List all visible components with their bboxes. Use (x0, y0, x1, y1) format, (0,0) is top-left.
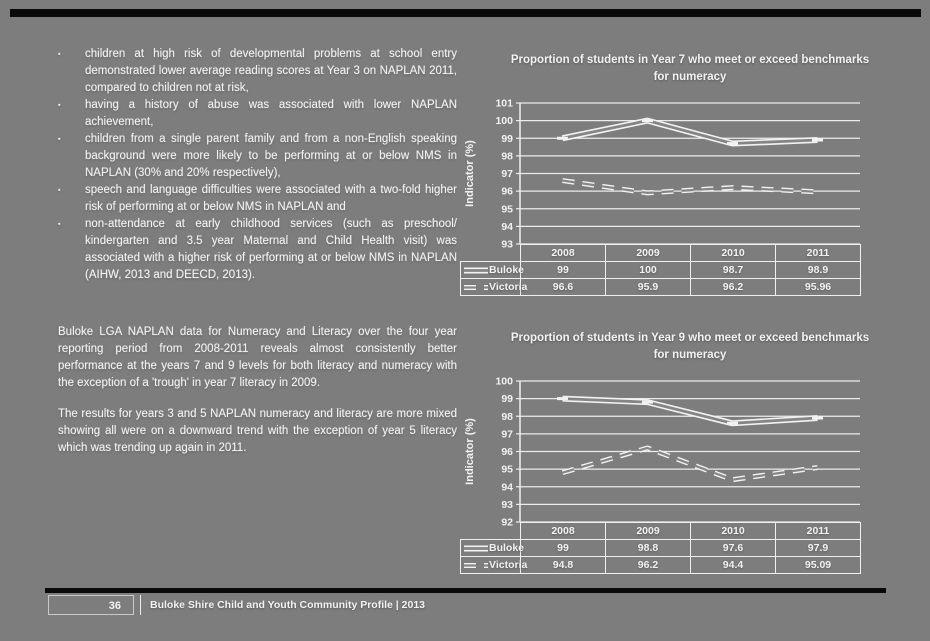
value-cell: 97.9 (776, 540, 861, 557)
value-cell: 94.8 (521, 557, 606, 574)
y-tick-label: 96 (501, 446, 513, 458)
bullet-text: children from a single parent family and from a non-English speaking background were more likely to be performing at or below NMS in NAPLAN (30% and 20% respectively), (85, 133, 457, 179)
value-cell: 97.6 (691, 540, 776, 557)
bullet-marker-icon: ▪ (58, 51, 61, 58)
value-cell: 96.2 (606, 557, 691, 574)
year-header-cell: 2009 (606, 523, 691, 540)
footer-document-title: Buloke Shire Child and Youth Community Profile | 2013 (140, 595, 425, 615)
bullet-item (58, 46, 457, 97)
y-axis-title: Indicator (%) (464, 418, 476, 485)
legend-line-icon (463, 283, 489, 292)
bullet-marker-icon: ▪ (58, 221, 61, 228)
y-tick-label: 94 (501, 220, 513, 233)
series-row (461, 279, 861, 296)
buloke-marker (642, 119, 653, 122)
y-tick-label: 99 (501, 132, 513, 145)
year-header-cell: 2010 (691, 245, 776, 262)
page-number-box (48, 595, 134, 615)
y-tick-label: 93 (501, 238, 513, 251)
y-tick-label: 93 (501, 498, 513, 511)
table-corner (461, 523, 521, 540)
y-tick-label: 97 (501, 428, 513, 441)
paragraph-buloke-naplan: Buloke LGA NAPLAN data for Numeracy and Literacy over the four year reporting period from 2008-2011 reveals almost consistently better performance at the years 7 and 9 levels for both literacy and numeracy with the exception of a 'trough' in year 7 literacy in 2009. (58, 326, 457, 389)
buloke-marker (727, 142, 738, 145)
buloke-marker (557, 137, 568, 140)
footer-rule (45, 588, 886, 593)
bullet-item (58, 182, 457, 216)
y-tick-label: 100 (495, 375, 513, 388)
value-cell: 96.6 (521, 279, 606, 296)
bullet-text: non-attendance at early childhood services (such as preschool/ kindergarten and 3.5 year Maternal and Child Health visit) was associated with a higher risk of performing at or below NMS in NAPLAN (AIHW, 2013 and DEECD, 2013). (85, 218, 457, 281)
y-axis-title: Indicator (%) (464, 140, 476, 207)
series-label-cell (461, 540, 525, 557)
series-row (461, 540, 861, 557)
y-tick-label: 97 (501, 168, 513, 180)
legend-line-icon (463, 561, 489, 570)
y-tick-label: 100 (495, 115, 513, 128)
value-cell: 99 (521, 540, 606, 557)
bullet-item (58, 131, 457, 182)
top-rule (10, 9, 921, 17)
buloke-marker (727, 422, 738, 425)
body-text-column (58, 46, 457, 454)
value-cell: 98.9 (776, 262, 861, 279)
bullet-list (58, 46, 457, 284)
y-tick-label: 101 (495, 97, 513, 110)
chart-data-table-year7 (460, 244, 861, 296)
value-cell: 94.4 (691, 557, 776, 574)
series-label-cell (461, 557, 528, 574)
buloke-marker (557, 397, 568, 400)
value-cell: 95.9 (606, 279, 691, 296)
y-tick-label: 98 (501, 410, 513, 423)
legend-line-icon (463, 544, 489, 553)
year-header-cell: 2010 (691, 523, 776, 540)
bullet-marker-icon: ▪ (58, 187, 61, 194)
series-label-cell (461, 279, 528, 296)
series-label-cell (461, 262, 525, 279)
bullet-marker-icon: ▪ (58, 136, 61, 143)
bullet-item (58, 216, 457, 284)
y-tick-label: 99 (501, 393, 513, 406)
buloke-marker (812, 139, 823, 142)
victoria-line-outline (563, 448, 818, 480)
buloke-marker (812, 417, 823, 420)
y-tick-label: 95 (501, 203, 513, 216)
y-tick-label: 96 (501, 185, 513, 198)
buloke-marker (642, 401, 653, 404)
year-header-cell: 2008 (521, 245, 606, 262)
value-cell: 95.09 (776, 557, 861, 574)
value-cell: 98.7 (691, 262, 776, 279)
value-cell: 96.2 (691, 279, 776, 296)
series-name: Buloke (489, 264, 525, 276)
series-name: Buloke (489, 542, 525, 554)
table-corner (461, 245, 521, 262)
bullet-marker-icon: ▪ (58, 102, 61, 109)
value-cell: 95.96 (776, 279, 861, 296)
bullet-text: speech and language difficulties were associated with a two-fold higher risk of performing at or below NMS in NAPLAN and (85, 184, 457, 213)
chart-title-year7: Proportion of students in Year 7 who meet or exceed benchmarks for numeracy (510, 54, 870, 83)
chart-title-year9: Proportion of students in Year 9 who meet or exceed benchmarks for numeracy (510, 332, 870, 361)
line-chart-year9-numeracy (460, 372, 920, 529)
chart-data-table-year9 (460, 522, 861, 574)
series-row (461, 557, 861, 574)
year-header-cell: 2009 (606, 245, 691, 262)
line-chart-year7-numeracy (460, 94, 920, 251)
y-tick-label: 92 (501, 516, 513, 529)
year-header-cell: 2011 (776, 245, 861, 262)
series-name: Victoria (489, 281, 528, 293)
y-tick-label: 98 (501, 150, 513, 163)
bullet-text: children at high risk of developmental problems at school entry demonstrated lower average reading scores at Year 3 on NAPLAN 2011, compared to children not at risk, (85, 48, 457, 94)
legend-line-icon (463, 266, 489, 275)
bullet-item (58, 97, 457, 131)
year-header-cell: 2008 (521, 523, 606, 540)
y-tick-label: 95 (501, 463, 513, 476)
value-cell: 98.8 (606, 540, 691, 557)
series-row (461, 262, 861, 279)
bullet-text: having a history of abuse was associated with lower NAPLAN achievement, (85, 99, 457, 128)
value-cell: 99 (521, 262, 606, 279)
page-number: 36 (108, 600, 121, 612)
series-name: Victoria (489, 559, 528, 571)
paragraph-years-3-5: The results for years 3 and 5 NAPLAN numeracy and literacy are more mixed showing all were on a downward trend with the exception of year 5 literacy which was trending up again in 2011. (58, 408, 457, 454)
y-tick-label: 94 (501, 481, 513, 494)
value-cell: 100 (606, 262, 691, 279)
year-header-cell: 2011 (776, 523, 861, 540)
